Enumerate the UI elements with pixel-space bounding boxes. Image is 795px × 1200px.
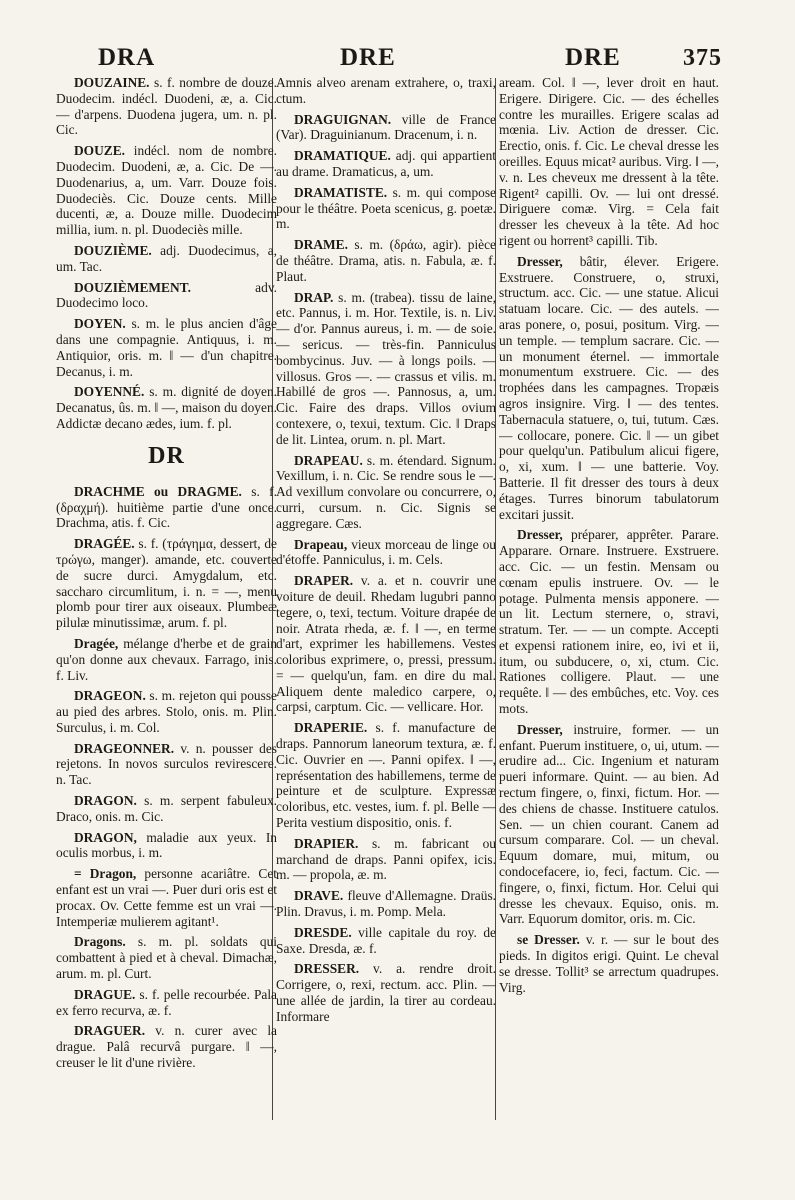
dictionary-entry [56,243,277,275]
headword: DRESDE. [294,924,352,940]
definition-text: v. r. — sur le bout des pieds. In digitos erigi. Quint. Le cheval se dresse. Tollit³ se arrectum quadrupes. Virg. [499,932,719,995]
headword: Dresser, [517,527,563,543]
dictionary-entry [276,237,496,284]
headword: Dresser, [517,253,563,269]
definition-text: bâtir, élever. Erigere. Exstruere. Construere, o, struxi, structum. acc. Cic. — une statue. Alicui statuam locare. Cic. — des autels. — aras ponere, o, posui, positum. Virg. — un temple. — templum sacrare. Cic. — un monument éternel. — immortale monumentum exstruere. Cic. — des trophées dans les campagnes. Tropæis agros insignire. Virg. ‖ — des tentes. Tabernacula statuere, o, tui, tutum. Cæs. — collocare, ponere. Cic. ‖ — un gibet pour quelqu'un. Patibulum alicui figere, o, xi, xum. ‖ — une batterie. Voy. Batterie. Il fit dresser des tours à deux étages. Turres binorum tabulatorum excitari jussit. [499,253,719,522]
running-head-right: DRE [565,44,621,71]
headword: DRACHME ou DRAGME. [74,483,242,499]
dictionary-entry [56,934,277,981]
definition-text: maladie aux yeux. In oculis morbus, i. m. [56,829,277,861]
dictionary-entry [276,573,496,715]
headword: DOUZIÈME. [74,242,152,258]
column-3 [499,75,719,1165]
definition-text: s. m. fabricant ou marchand de draps. Panni opifex, icis. m. — propola, æ. m. [276,835,496,883]
dictionary-entry [276,453,496,532]
dictionary-entry [499,932,719,995]
dictionary-entry [56,688,277,735]
column-2 [276,75,496,1165]
headword: DOYEN. [74,316,126,332]
dictionary-entry [56,75,277,138]
headword: DRAGUE. [74,986,136,1002]
definition-text: s. m. rejeton qui pousse au pied des arbres. Stolo, onis. m. Plin. Surculus, i. m. Col. [56,688,277,735]
dictionary-entry [499,722,719,927]
headword: DRAGEONNER. [74,740,175,756]
headword: DRAGON, [74,829,137,845]
headword: DRAME. [294,237,348,253]
headword: DRAGUER. [74,1023,146,1039]
definition-text: s. m. dignité de doyen. Decanatus, ûs. m. ‖ —, maison du doyen. Addictæ decano ædes, ium. f. pl. [56,384,277,431]
dictionary-entry [276,112,496,144]
dictionary-entry [276,290,496,448]
headword: Drapeau, [294,536,348,552]
definition-text: v. a. rendre droit. Corrigere, o, rexi, rectum. acc. Plin. — une allée de jardin, la tirer au cordeau. Informare [276,961,496,1024]
dictionary-entry [276,720,496,831]
headword: DOUZIÈMEMENT. [74,279,191,295]
headword: DRAGEON. [74,688,146,704]
dictionary-entry [276,925,496,957]
headword: Dresser, [517,721,563,737]
headword: DRESSER. [294,961,360,977]
definition-text: fleuve d'Allemagne. Draüs. Plin. Dravus, i. m. Pomp. Mela. [276,888,496,920]
definition-text: ville capitale du roy. de Saxe. Dresda, æ. f. [276,924,496,956]
headword: DOYENNÉ. [74,384,145,400]
definition-text: s. f. (δραχμή). huitième partie d'une once. Drachma, atis. f. Cic. [56,483,277,531]
definition-text: s. m. étendard. Signum. Vexillum, i. n. Cic. Se rendre sous le —. Ad vexillum convolare ou concurrere, o, curri, cursum. n. Cic. Signis se aggregare. Cæs. [276,452,496,531]
dictionary-entry [276,888,496,920]
definition-text: personne acariâtre. Cet enfant est un vrai —. Puer duri oris est et procax. Ov. Cette femme est un vrai —. Intemperiæ mulierem agitant¹. [56,866,277,929]
dictionary-entry [499,75,719,249]
definition-text: mélange d'herbe et de grain qu'on donne aux chevaux. Farrago, inis. f. Liv. [56,635,277,683]
headword: DOUZAINE. [74,75,150,90]
section-heading: DR [148,442,185,469]
dictionary-entry [56,143,277,238]
definition-text: s. m. pl. soldats qui combattent à pied et à cheval. Dimachæ, arum. m. pl. Curt. [56,934,277,982]
definition-text: v. a. et n. couvrir une voiture de deuil. Rhedam lugubri panno tegere, o, texi, tectum. Voiture drapée de noir. Atrata rheda, æ. f. ‖ —, en terme d'art, exprimer les habillemens. Vestes coloribus exprimere, o, pressi, pressum. = — quelqu'un, fam. en dire du mal. Aliquem dente maledico carpere, o, carpsi, carptum. Cic. — vellicare. Hor. [276,573,496,715]
dictionary-entry [56,536,277,631]
definition-text: s. f. nombre de douze. Duodecim. indécl. Duodeni, æ, a. Cic. — d'arpens. Duodena jugera, um. n. pl. Cic. [56,75,277,138]
definition-text: s. m. le plus ancien d'âge dans une compagnie. Antiquus, i. m. Antiquior, oris. m. ‖ — d'un chapitre. Decanus, i. m. [56,316,277,379]
headword: Dragons. [74,934,126,950]
headword: Dragée, [74,635,119,651]
dictionary-entry [56,280,277,312]
dictionary-entry [56,741,277,788]
dictionary-entry [276,148,496,180]
running-head-left: DRA [98,44,156,71]
definition-text: s. m. qui compose pour le théâtre. Poeta scenicus, g. poetæ. m. [276,184,496,232]
headword: DRAP. [294,289,334,305]
definition-text: aream. Col. ‖ —, lever droit en haut. Erigere. Dirigere. Cic. — des échelles contre les murailles. Erigere scalas ad mœnia. Liv. Action de dresser. Cic. Erectio, onis. f. Cic. Le cheval dresse les oreilles. Equus micat² auribus. Virg. ‖ —, v. n. Les cheveux me dressent à la tête. Rigent² capilli. Ov. — lui ont dressé. Diriguere comæ. Virg. = Cela fait dresser les cheveux à la tête. Ad hoc rigent ou horrent³ capilli. Tib. [499,75,719,248]
dictionary-entry [56,793,277,825]
definition-text: adj. Duodecimus, a, um. Tac. [56,242,277,274]
definition-text: Amnis alveo arenam extrahere, o, traxi, ctum. [276,75,496,106]
headword: DRAGUIGNAN. [294,111,392,127]
column-1 [56,75,277,1165]
headword: DRAPEAU. [294,452,363,468]
page-number: 375 [683,45,722,71]
definition-text: v. n. curer avec la drague. Palâ recurvâ purgare. ‖ —, creuser le lit d'une rivière. [56,1023,277,1071]
definition-text: v. n. pousser des rejetons. In novos surculos revirescere. n. Tac. [56,740,277,788]
headword: DRAPER. [294,573,354,589]
definition-text: adj. qui appartient au drame. Dramaticus, a, um. [276,148,496,179]
definition-text: instruire, former. — un enfant. Puerum instituere, o, ui, utum. — erudire ad... Cic. Ingenium et naturam pueri informare. Quint. — au bien. Ad rectum fingere, o, finxi, fictum. Hor. — des chiens de chasse. Instituere catulos. Sen. — un chien courant. Canem ad cursum comparare. Col. — un cheval. Equum domare, mui, mitum, ou condocefacere, io, feci, factum. Cic. — fingere, o, finxi, fictum. Hor. Celui qui dresse les chevaux. Equiso, onis. m. Varr. Equorum domitor, oris. m. Cic. [499,721,719,927]
dictionary-entry [56,636,277,683]
definition-text: adv. Duodecimo loco. [56,279,277,311]
definition-text: s. f. manufacture de draps. Pannorum laneorum textura, æ. f. Cic. Ouvrier en —. Panni opifex. ‖ —, représentation des habillemens, terme de peinture et de sculpture. Expressæ coloribus, etc. vestes, ium. f. pl. Belle — Perita vestium dispositio, onis. f. [276,720,496,831]
headword: = Dragon, [74,866,137,882]
dictionary-entry [56,987,277,1019]
headword: se Dresser. [517,932,580,948]
definition-text: indécl. nom de nombre. Duodecim. Duodeni, æ, a. Cic. De —. Duodenarius, a, um. Varr. Douze fois. Duodeciès. Cic. Douze cents. Mille ducenti, æ, a. Douze mille. Duodecim millia, ium. n. pl. Duodeciès mille. [56,143,277,238]
headword: DOUZE. [74,143,125,159]
running-head-center: DRE [340,44,396,71]
definition-text: vieux morceau de linge ou d'étoffe. Panniculus, i. m. Cels. [276,536,496,568]
headword: DRAMATIQUE. [294,148,391,164]
definition-text: s. f. pelle recourbée. Pala ex ferro recurva, æ. f. [56,986,277,1018]
headword: DRAMATISTE. [294,184,388,200]
dictionary-entry [56,1023,277,1070]
dictionary-entry [276,75,496,107]
dictionary-entry [276,961,496,1024]
definition-text: s. f. (τράγημα, dessert, de τρώγω, manger). amande, etc. couverte de sucre durci. Amygdalum, etc. saccharo circumlitum, i. n. = —, menu plomb pour tirer aux oiseaux. Plumbeæ pilulæ minutissimæ, arum. f. pl. [56,536,277,631]
headword: DRAGON. [74,793,137,809]
dictionary-entry [56,384,277,431]
dictionary-entry [56,830,277,862]
dictionary-entry [56,866,277,929]
headword: DRAGÉE. [74,536,135,552]
dictionary-entry [276,836,496,883]
headword: DRAPIER. [294,835,359,851]
definition-text: préparer, apprêter. Parare. Apparare. Ornare. Instruere. Exstruere. acc. Cic. — un festin. Mensam ou cœnam epulis instruere. Ov. — le potage. Pulmenta mensis apponere. — un lit. Lectum sternere, o, stravi, stratum. Ter. — — un compte. Accepti et expensi rationem inire, eo, ivi et ii, itum, ou subducere, o, xi, ctum. Cic. Rationes colligere. Plaut. — une requête. ‖ — des embûches, etc. Voy. ces mots. [499,527,719,717]
dictionary-entry [499,527,719,717]
dictionary-entry [499,254,719,523]
definition-text: ville de France (Var). Draguinianum. Dracenum, i. n. [276,111,496,143]
headword: DRAPERIE. [294,720,368,736]
dictionary-entry [56,316,277,379]
dictionary-entry [56,484,277,531]
definition-text: s. m. (δράω, agir). pièce de théâtre. Drama, atis. n. Fabula, æ. f. Plaut. [276,237,496,284]
headword: DRAVE. [294,888,344,904]
dictionary-entry [276,537,496,569]
dictionary-entry [276,185,496,232]
definition-text: s. m. serpent fabuleux. Draco, onis. m. Cic. [56,793,277,824]
definition-text: s. m. (trabea). tissu de laine, etc. Pannus, i. m. Hor. Textile, is. n. Liv. — d'or. Pannus aureus, i. m. — de soie. — sericus. — très-fin. Panniculus bombycinus. Juv. — à longs poils. — villosus. Gros —. — crassus et vilis. m. Habillé de gros —. Pannosus, a, um. Cic. Faire des draps. Villos ovium contexere, o, texui, textum. Cic. ‖ Draps de lit. Lintea, orum. n. pl. Mart. [276,289,496,447]
